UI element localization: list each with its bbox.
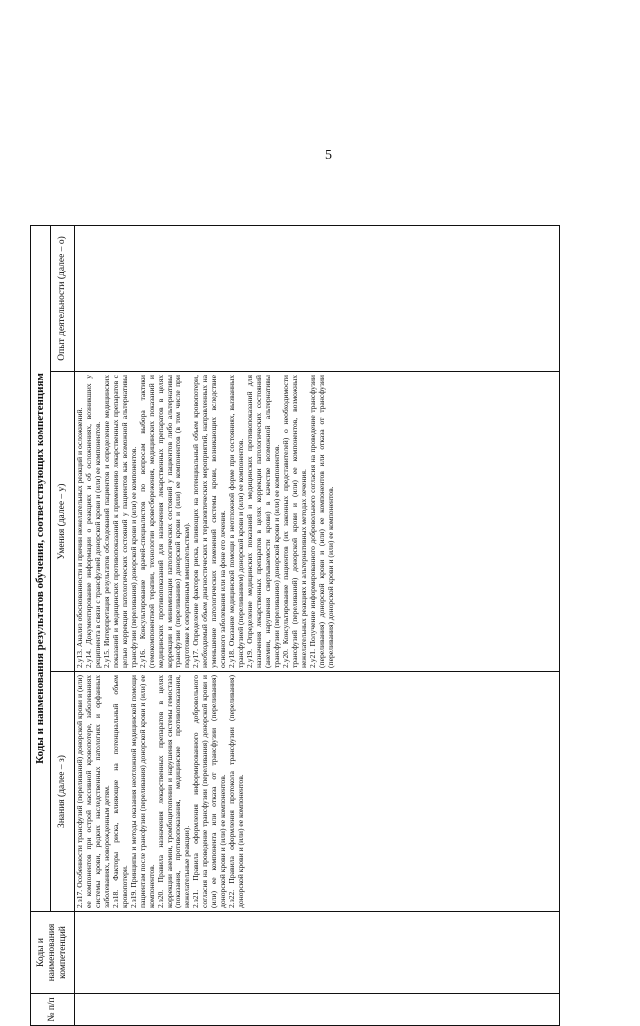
cell-codes	[75, 912, 560, 994]
knowledge-item: 2.з20. Правила назначения лекарственных препаратов в целях коррекции анемии, тромбоцитопении и нарушения системы гемостаза (показания, противопоказания, медицинские противопоказания, нежелательные реакции).	[155, 675, 192, 908]
skill-item: 2.у20. Консультирование пациентов (их законных представителей) о необходимости трансфузий (переливаний) донорской крови и (или) ее компонентов, возможных нежелательных реакциях и альтернативных методах лечения.	[280, 375, 308, 668]
competencies-table	[30, 225, 560, 1026]
rotated-page	[30, 226, 560, 1026]
knowledge-item: 2.з19. Принципы и методы оказания неотложной медицинской помощи пациентам после трансфузии (переливания) донорской крови и (или) ее компонентов.	[128, 675, 156, 908]
knowledge-item: 2.з18. Факторы риска, влияющие на потенциальный объем кровопотери.	[110, 675, 129, 908]
skill-item: 2.у13. Анализ обоснованности и причин нежелательных реакций и осложнений.	[75, 407, 84, 668]
knowledge-item: 2.з22. Правила оформления протокола трансфузии (переливания) донорской крови и (или) ее компонентов.	[227, 675, 246, 908]
header-results: Коды и наименования результатов обучения, соответствующих компетенциям	[31, 225, 51, 911]
knowledge-item: 2.з17. Особенности трансфузий (переливаний) донорской крови и (или) ее компонентов при острой массивной кровопотере, заболеваниях системы крови, редких наследственных патологиях и орфанных заболеваниях, новорожденным детям.	[75, 675, 111, 908]
skill-item: 2.у16. Консультирование врачей-специалистов по вопросам выбора тактики (гемокомпонентной терапии, технологии кровесбережения, медицинских показаний и медицинских противопоказаний для назначения лекарственных препаратов в целях коррекции и минимизации патологических состояний у пациентов либо альтернативы трансфузии (переливанию) донорской крови и (или) ее компонентов (в том числе при подготовке к оперативным вмешательствам).	[137, 375, 192, 668]
skill-item: 2.у14. Документирование информации о реакциях и об осложнениях, возникших у реципиента в связи с трансфузией донорской крови и (или) ее компонентов.	[83, 375, 102, 668]
skills-cell	[75, 372, 560, 672]
skill-item: 2.у19. Определение медицинских показаний и медицинских противопоказаний для назначения лекарственных препаратов в целях коррекции патологических состояний (анемии, нарушения свертываемости крови) в качестве возможной альтернативы трансфузии (переливанию) донорской крови и (или) ее компонентов.	[245, 375, 281, 668]
skill-item: 2.у15. Интерпретация результатов обследований пациентов и определение медицинских показаний и медицинских противопоказаний к применению лекарственных препаратов с целью коррекции патологических состояний у пациентов как возможной альтернативы трансфузии (переливания) донорской крови и (или) ее компонентов.	[101, 375, 138, 668]
skill-item: 2.у18. Оказание медицинской помощи в неотложной форме при состояниях, вызванных трансфузией (переливанием) донорской крови и (или) ее компонентов.	[227, 375, 246, 668]
skill-item: 2.у17. Определение факторов риска, влияющих на потенциальный объем кровопотери, необходимый объем диагностических и терапевтических мероприятий, направленных на уменьшение патологических изменений системы крови, возникающих вследствие основного заболевания или на фоне его лечения.	[191, 375, 228, 668]
knowledge-cell	[75, 672, 560, 912]
knowledge-item: 2.з21. Правила оформления информированного добровольного согласия на проведение трансфузии (переливания) донорской крови и (или) ее компонента или отказа от трансфузии (переливания) донорской крови и (или) ее компонентов.	[191, 675, 228, 908]
skill-item: 2.у21. Получение информированного добровольного согласия на проведение трансфузии (переливания) донорской крови и (или) ее компонентов или отказа от трансфузии (переливания) донорской крови и (или) ее компонентов.	[307, 375, 335, 668]
header-codes: Коды и наименования компетенций	[31, 912, 75, 994]
header-number: № п/п	[31, 994, 75, 1026]
header-knowledge: Знания (далее – з)	[51, 672, 75, 912]
page-number: 5	[325, 148, 332, 163]
experience-cell	[75, 225, 560, 371]
cell-number	[75, 994, 560, 1026]
header-experience: Опыт деятельности (далее – о)	[51, 225, 75, 371]
header-skills: Умения (далее – у)	[51, 372, 75, 672]
